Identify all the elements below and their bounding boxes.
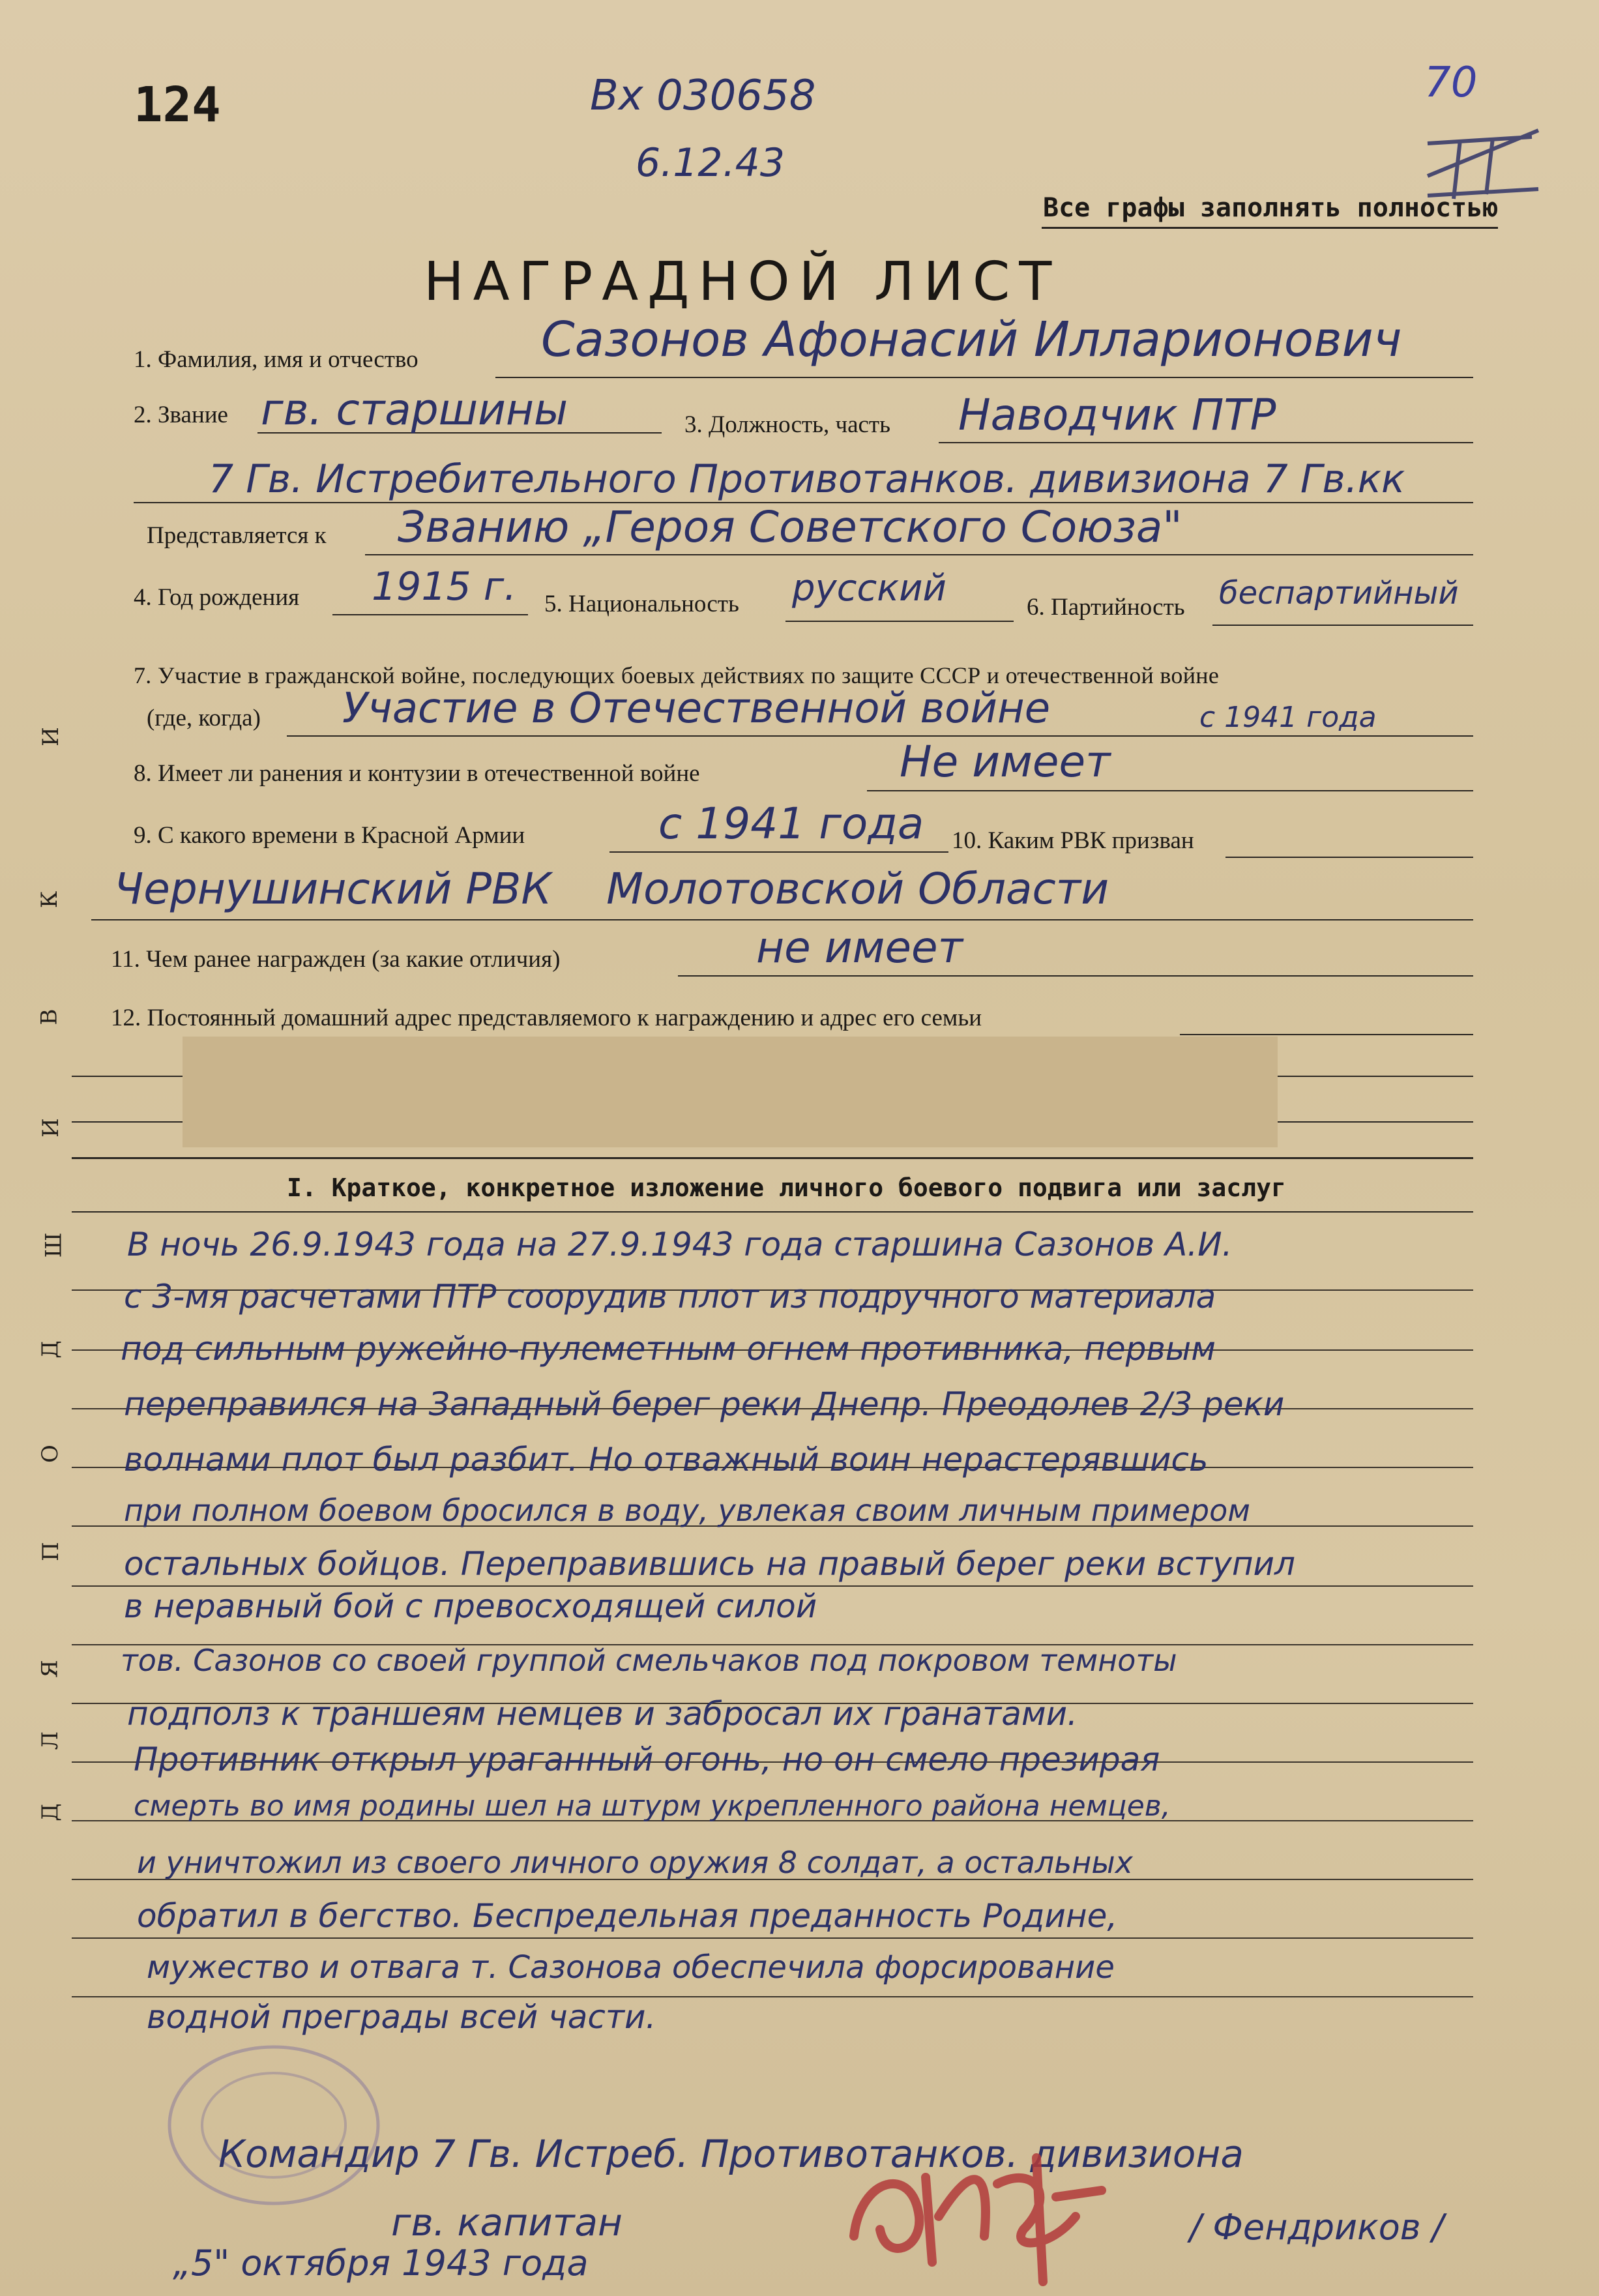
field-11-label: 11. Чем ранее награжден (за какие отличия) — [111, 946, 561, 973]
side-letter: Д — [37, 1340, 63, 1359]
official-stamp-icon — [156, 2034, 391, 2216]
field-1-label: 1. Фамилия, имя и отчество — [134, 346, 418, 373]
field-7-label: 7. Участие в гражданской войне, последующих боевых действиях по защите СССР и отечественной войне — [134, 662, 1220, 688]
field-1-line — [495, 377, 1473, 378]
presented-label: Представляется к — [147, 522, 327, 549]
narrative-line-12: смерть во имя родины шел на штурм укрепленного района немцев, — [134, 1789, 1171, 1823]
narrative-line-1: В ночь 26.9.1943 года на 27.9.1943 года старшина Сазонов А.И. — [127, 1226, 1233, 1263]
narrative-line-2: с 3-мя расчетами ПТР соорудив плот из подручного материала — [124, 1278, 1216, 1316]
narrative-line-5: волнами плот был разбит. Но отважный воин нерастерявшись — [124, 1441, 1209, 1479]
field-8-line — [867, 790, 1473, 791]
field-10-label: 10. Каким РВК призван — [952, 827, 1194, 854]
narrative-line-16: водной преграды всей части. — [147, 1998, 656, 2036]
side-vertical-text — [36, 678, 75, 1838]
field-7-label-where: (где, когда) — [147, 705, 261, 731]
side-letter: Я — [37, 1660, 63, 1678]
field-1-value: Сазонов Афонасий Илларионович — [541, 312, 1402, 368]
narrative-line-4: переправился на Западный берег реки Днепр. Преодолев 2/3 реки — [124, 1385, 1285, 1423]
field-3-label: 3. Должность, часть — [684, 411, 890, 438]
redacted-address — [183, 1037, 1278, 1147]
signature-date: „5" октября 1943 года — [173, 2243, 589, 2284]
ruled-line — [72, 1937, 1473, 1939]
field-9-value: с 1941 года — [658, 799, 924, 849]
section-bottom-rule — [72, 1211, 1473, 1213]
sheet-number: 124 — [134, 77, 221, 133]
document-title: НАГРАДНОЙ ЛИСТ — [424, 251, 1061, 313]
side-letter: В — [36, 1008, 63, 1025]
red-signature-icon — [841, 2138, 1115, 2288]
presented-line — [365, 554, 1473, 555]
narrative-line-3: под сильным ружейно-пулеметным огнем противника, первым — [121, 1330, 1216, 1368]
field-8-value: Не имеет — [900, 737, 1111, 787]
ruled-line — [72, 1996, 1473, 1997]
field-9-line — [609, 851, 948, 853]
side-letter: Д — [37, 1803, 63, 1821]
narrative-line-14: обратил в бегство. Беспредельная преданность Родине, — [137, 1897, 1118, 1935]
field-2-value: гв. старшины — [261, 385, 568, 435]
narrative-line-13: и уничтожил из своего личного оружия 8 солдат, а остальных — [137, 1845, 1133, 1880]
archive-date: 6.12.43 — [636, 140, 785, 186]
narrative-line-6: при полном боевом бросился в воду, увлекая своим личным примером — [124, 1493, 1250, 1528]
section-top-rule — [72, 1157, 1473, 1159]
field-6-value: беспартийный — [1219, 575, 1459, 611]
field-2-label: 2. Звание — [134, 402, 228, 428]
side-letter: П — [37, 1542, 64, 1561]
field-5-label: 5. Национальность — [544, 591, 739, 617]
field-10-value: Чернушинский РВК Молотовской Области — [114, 864, 1109, 914]
side-letter: И — [37, 727, 64, 746]
field-9-label: 9. С какого времени в Красной Армии — [134, 822, 525, 849]
narrative-line-9: тов. Сазонов со своей группой смельчаков под покровом темноты — [121, 1643, 1177, 1678]
page-number: 70 — [1424, 59, 1478, 107]
side-letter: И — [37, 1118, 64, 1138]
field-8-label: 8. Имеет ли ранения и контузии в отечественной войне — [134, 760, 700, 787]
field-4-label: 4. Год рождения — [134, 584, 300, 611]
narrative-line-11: Противник открыл ураганный огонь, но он смело презирая — [134, 1741, 1160, 1778]
field-5-value: русский — [792, 567, 946, 610]
side-letter: О — [37, 1445, 63, 1463]
field-3-line — [939, 442, 1473, 443]
ruled-line — [72, 1585, 1473, 1587]
narrative-line-8: в неравный бой с превосходящей силой — [124, 1587, 817, 1625]
narrative-line-10: подполз к траншеям немцев и забросал их гранатами. — [127, 1695, 1078, 1733]
narrative-line-7: остальных бойцов. Переправившись на правый берег реки вступил — [124, 1545, 1295, 1583]
fill-all-notice: Все графы заполнять полностью — [1043, 193, 1499, 223]
side-letter: Л — [37, 1731, 64, 1750]
field-10-line-2 — [91, 919, 1473, 920]
field-11-line — [678, 975, 1473, 977]
field-12-label: 12. Постоянный домашний адрес представляемого к награждению и адрес его семьи — [111, 1005, 982, 1031]
field-4-value: 1915 г. — [372, 564, 517, 610]
unit-value: 7 Гв. Истребительного Противотанков. дивизиона 7 Гв.кк — [209, 456, 1405, 502]
section-heading: I. Краткое, конкретное изложение личного боевого подвига или заслуг — [287, 1173, 1286, 1202]
field-3-value: Наводчик ПТР — [958, 390, 1276, 440]
field-4-line — [332, 614, 528, 615]
field-12-line — [1180, 1034, 1473, 1035]
side-letter: К — [37, 890, 63, 909]
archive-code: Вх 030658 — [590, 72, 816, 120]
commander-name: / Фендриков / — [1190, 2207, 1444, 2248]
side-letter: Ш — [40, 1232, 67, 1258]
field-10-line — [1225, 857, 1473, 858]
field-5-line — [785, 621, 1014, 622]
field-11-value: не имеет — [756, 922, 963, 973]
field-7-line — [287, 735, 1473, 737]
field-6-label: 6. Партийность — [1027, 594, 1185, 621]
commander-title: Командир 7 Гв. Истреб. Противотанков. дивизиона — [218, 2132, 1244, 2176]
notice-underline — [1042, 227, 1498, 229]
field-7-value: Участие в Отечественной войне — [342, 684, 1051, 733]
field-6-line — [1212, 625, 1473, 626]
narrative-line-15: мужество и отвага т. Сазонова обеспечила форсирование — [147, 1949, 1115, 1986]
commander-rank: гв. капитан — [391, 2200, 623, 2244]
field-7-value-date: с 1941 года — [1199, 701, 1377, 734]
presented-value: Званию „Героя Советского Союза" — [398, 502, 1182, 552]
